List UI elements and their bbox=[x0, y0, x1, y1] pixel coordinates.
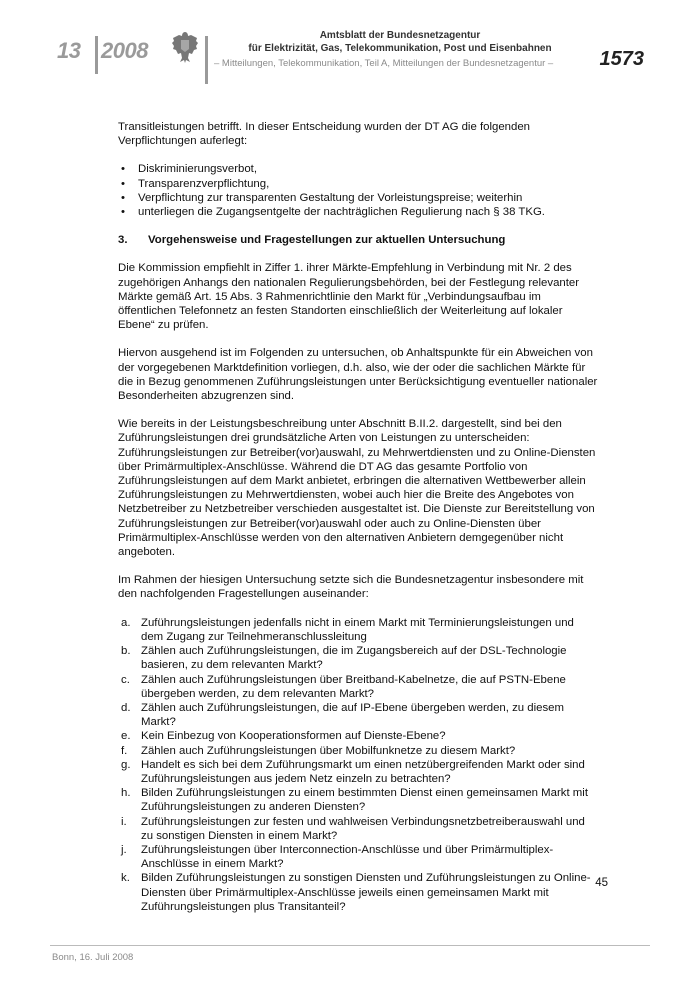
federal-eagle-icon bbox=[170, 30, 200, 64]
paragraph-1: Die Kommission empfiehlt in Ziffer 1. ihrer Märkte-Empfehlung in Verbindung mit Nr. 2 des zugehörigen Anhangs den nationalen Regulierungsbehörden, bei der Festlegung relevanter Märkte gemäß Art. 15 Abs. 3 Rahmenrichtlinie den Markt für „Verbindungsaufbau im öffentlichen Telefonnetz an festen Standorten einschließlich der Weiterleitung auf lokaler Ebene“ zu prüfen. bbox=[118, 262, 580, 332]
document-page-number: 45 bbox=[595, 877, 608, 889]
list-item: i. Zuführungsleistungen zur festen und wahlweisen Verbindungsnetzbetreiberauswahl und zu sonstigen Diensten in einem Markt? bbox=[121, 815, 585, 842]
gazette-section: – Mitteilungen, Telekommunikation, Teil A, Mitteilungen der Bundesnetzagentur – bbox=[214, 58, 554, 69]
footer-date: Bonn, 16. Juli 2008 bbox=[52, 952, 134, 963]
list-item: k. Bilden Zuführungsleistungen zu sonstigen Diensten und Zuführungsleistungen zu Online-Diensten über Primärmultiplex-Anschlüsse jeweils einen gemeinsamen Markt mit Zuführungsleistungen plus Transitanteil? bbox=[121, 872, 591, 913]
list-item: b. Zählen auch Zuführungsleistungen, die im Zugangsbereich auf der DSL-Technologie basieren, zu dem relevanten Markt? bbox=[121, 645, 567, 672]
paragraph-2: Hiervon ausgehend ist im Folgenden zu untersuchen, ob Anhaltspunkte für ein Abweichen von der vorgegebenen Marktdefinition vorliegen, d.h. also, wie der oder die sachlichen Märkte für die in Bezug genommenen Zuführungsleistungen unter Berücksichtigung eventueller nationaler Besonderheiten abzugrenzen sind. bbox=[118, 347, 598, 403]
section-heading bbox=[118, 233, 598, 247]
footer-divider bbox=[50, 945, 650, 946]
list-item: j. Zuführungsleistungen über Interconnection-Anschlüsse und über Primärmultiplex-Anschlüsse in einem Markt? bbox=[121, 843, 554, 871]
paragraph-4: Im Rahmen der hiesigen Untersuchung setzte sich die Bundesnetzagentur insbesondere mit den nachfolgenden Fragestellungen auseinander: bbox=[118, 574, 584, 601]
page-number: 1573 bbox=[599, 48, 644, 70]
gazette-subtitle: für Elektrizität, Gas, Telekommunikation, Post und Eisenbahnen bbox=[248, 43, 552, 54]
intro-paragraph: Transitleistungen betrifft. In dieser Entscheidung wurden der DT AG die folgenden Verpflichtungen auferlegt: bbox=[118, 121, 530, 148]
gazette-title: Amtsblatt der Bundesnetzagentur bbox=[319, 30, 481, 41]
list-item: c. Zählen auch Zuführungsleistungen über Breitband-Kabelnetze, die auf PSTN-Ebene übergeben werden, zu dem relevanten Markt? bbox=[121, 673, 566, 700]
list-item: • Verpflichtung zur transparenten Gestaltung der Vorleistungspreise; weiterhin bbox=[121, 191, 523, 204]
bullet-icon: • bbox=[121, 206, 125, 219]
section-title: Vorgehensweise und Fragestellungen zur aktuellen Untersuchung bbox=[148, 234, 506, 247]
list-item: • Diskriminierungsverbot, bbox=[121, 163, 258, 176]
section-number: 3. bbox=[118, 234, 128, 247]
questions-list bbox=[118, 616, 598, 914]
bullet-icon: • bbox=[121, 177, 125, 190]
header-divider bbox=[95, 36, 98, 74]
obligations-list bbox=[118, 162, 598, 219]
list-item: a. Zuführungsleistungen jedenfalls nicht in einem Markt mit Terminierungsleistungen und dem Zugang zur Teilnehmeranschlussleitung bbox=[121, 616, 574, 643]
list-item: f. Zählen auch Zuführungsleistungen über Mobilfunknetze zu diesem Markt? bbox=[121, 744, 516, 757]
list-item: d. Zählen auch Zuführungsleistungen, die auf IP-Ebene übergeben werden, zu diesem Markt? bbox=[121, 701, 564, 729]
list-item: h. Bilden Zuführungsleistungen zu einem bestimmten Dienst einen gemeinsamen Markt mit Zuführungsleistungen zu anderen Diensten? bbox=[121, 787, 588, 814]
list-item: • Transparenzverpflichtung, bbox=[121, 177, 270, 190]
issue-year: 2008 bbox=[101, 38, 148, 63]
issue-number: 13 bbox=[57, 38, 81, 63]
list-item: • unterliegen die Zugangsentgelte der nachträglichen Regulierung nach § 38 TKG. bbox=[121, 206, 545, 219]
list-item: e. Kein Einbezug von Kooperationsformen auf Dienste-Ebene? bbox=[121, 730, 446, 743]
bullet-icon: • bbox=[121, 163, 125, 176]
list-item: g. Handelt es sich bei dem Zuführungsmarkt um einen netzübergreifenden Markt oder sind Zuführungsleistungen aus jedem Netz einzeln zu betrachten? bbox=[121, 758, 585, 785]
header-divider-2 bbox=[205, 36, 208, 84]
document-body bbox=[118, 120, 598, 914]
bullet-icon: • bbox=[121, 191, 125, 204]
paragraph-3: Wie bereits in der Leistungsbeschreibung unter Abschnitt B.II.2. dargestellt, sind bei den Zuführungsleistungen drei grundsätzliche Arten von Leistungen zu unterscheiden: Zuführungsleistungen zur Betreiber(vor)auswahl, zu Mehrwertdiensten und zu Online-Diensten über Primärmultiplex-Anschlüsse. Während die DT AG das gesamte Portfolio von Zuführungsleistungen auf dem Markt anbietet, erbringen die alternativen Wettbewerber allein Zuführungsleistungen zu Mehrwertdiensten, wobei auch hier die Breite des Angebotes von Netzbetreiber zu Netzbetreiber verschieden ausgestaltet ist. Die Dienste zur Bereitstellung von Zuführungsleistungen zur Betreiber(vor)auswahl oder auch zu Online-Diensten über Primärmultiplex-Anschlüsse werden von den alternativen Anbietern demgegenüber nicht angeboten. bbox=[118, 418, 596, 559]
